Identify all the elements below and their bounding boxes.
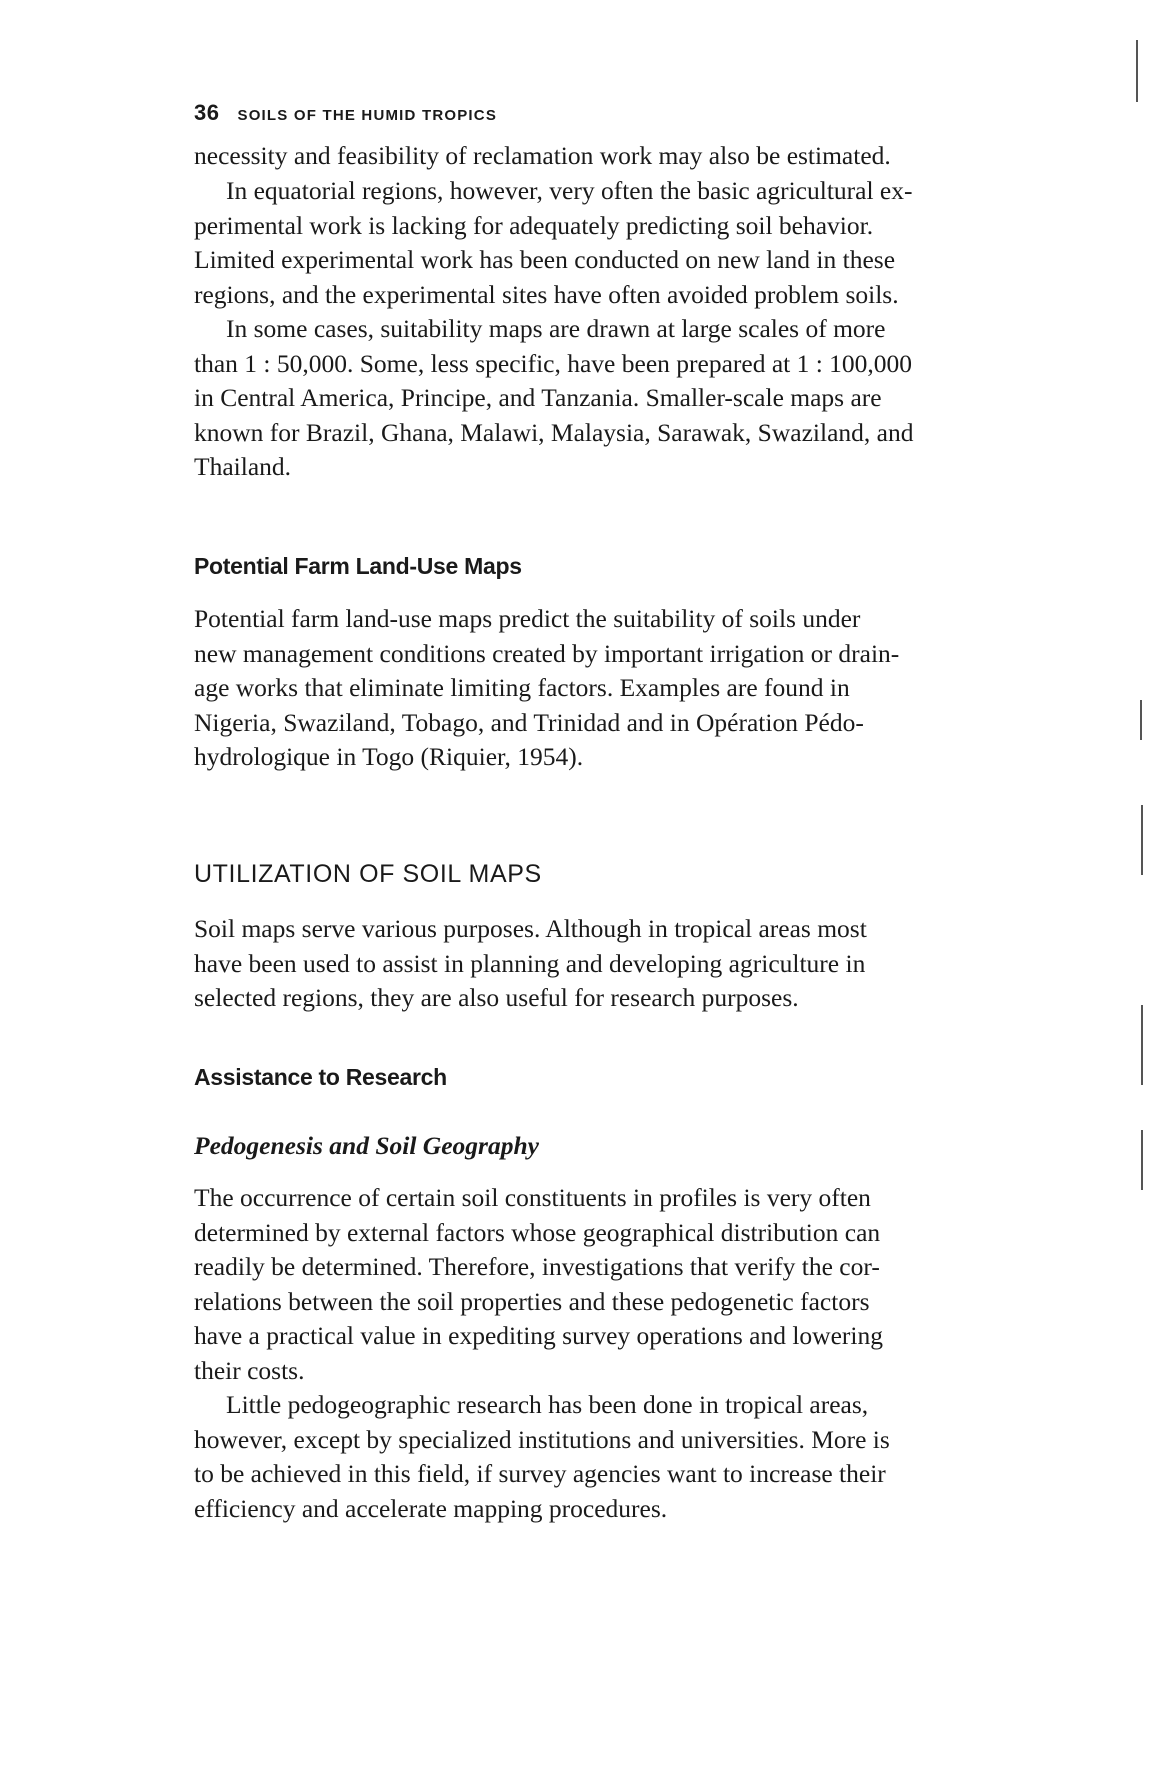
text-line: readily be determined. Therefore, investigations that verify the cor- [194,1252,880,1281]
text-line: selected regions, they are also useful for research purposes. [194,983,799,1012]
scan-edge-mark [1141,805,1143,875]
page-number: 36 [194,100,220,125]
text-line: have been used to assist in planning and developing agriculture in [194,948,866,978]
heading-assistance-to-research: Assistance to Research [194,1064,447,1090]
paragraph-pedogenesis [194,1181,1054,1388]
paragraph-continuation [194,139,1054,174]
paragraph-potential-farm [194,602,1054,775]
text-line: In some cases, suitability maps are drawn at large scales of more [226,314,886,343]
text-line: relations between the soil properties and these pedogenetic factors [194,1286,870,1316]
text-line: new management conditions created by important irrigation or drain- [194,638,900,668]
scan-edge-mark [1140,700,1142,740]
text-line: than 1 : 50,000. Some, less specific, have been prepared at 1 : 100,000 [194,348,913,378]
text-line: In equatorial regions, however, very often the basic agricultural ex- [226,176,913,205]
paragraph-suitability-maps [194,312,1054,485]
heading-pedogenesis-and-soil-geography: Pedogenesis and Soil Geography [194,1131,539,1160]
text-line: Little pedogeographic research has been done in tropical areas, [226,1390,869,1419]
text-line: Nigeria, Swaziland, Tobago, and Trinidad and in Opération Pédo- [194,707,864,737]
text-line: Soil maps serve various purposes. Although in tropical areas most [194,914,867,943]
heading-potential-farm-land-use-maps: Potential Farm Land-Use Maps [194,553,522,579]
running-head [194,100,497,126]
text-line: to be achieved in this field, if survey agencies want to increase their [194,1459,886,1488]
paragraph-pedogeographic-research [194,1388,1054,1526]
text-line: known for Brazil, Ghana, Malawi, Malaysia, Sarawak, Swaziland, and [194,417,914,447]
text-line: age works that eliminate limiting factors. Examples are found in [194,673,850,702]
scan-edge-mark [1141,1005,1143,1085]
text-line: necessity and feasibility of reclamation work may also be estimated. [194,141,891,170]
text-line: efficiency and accelerate mapping procedures. [194,1493,668,1523]
running-head-title: SOILS OF THE HUMID TROPICS [237,107,498,124]
text-line: Thailand. [194,452,292,481]
scan-edge-mark [1141,1130,1143,1190]
text-line: in Central America, Principe, and Tanzania. Smaller-scale maps are [194,383,882,412]
heading-utilization-of-soil-maps: UTILIZATION OF SOIL MAPS [194,860,542,888]
scan-edge-mark [1136,40,1138,102]
text-line: Limited experimental work has been conducted on new land in these [194,245,896,274]
text-line: however, except by specialized institutions and universities. More is [194,1424,890,1454]
text-line: determined by external factors whose geographical distribution can [194,1217,881,1247]
text-line: have a practical value in expediting survey operations and lowering [194,1321,883,1350]
text-line: perimental work is lacking for adequately predicting soil behavior. [194,210,874,240]
text-line: regions, and the experimental sites have often avoided problem soils. [194,279,899,309]
paragraph-utilization [194,912,1054,1016]
text-line: The occurrence of certain soil constituents in profiles is very often [194,1183,871,1212]
text-line: their costs. [194,1355,305,1385]
paragraph-equatorial-regions [194,174,1054,312]
text-line: hydrologique in Togo (Riquier, 1954). [194,742,584,771]
text-line: Potential farm land-use maps predict the suitability of soils under [194,604,861,633]
